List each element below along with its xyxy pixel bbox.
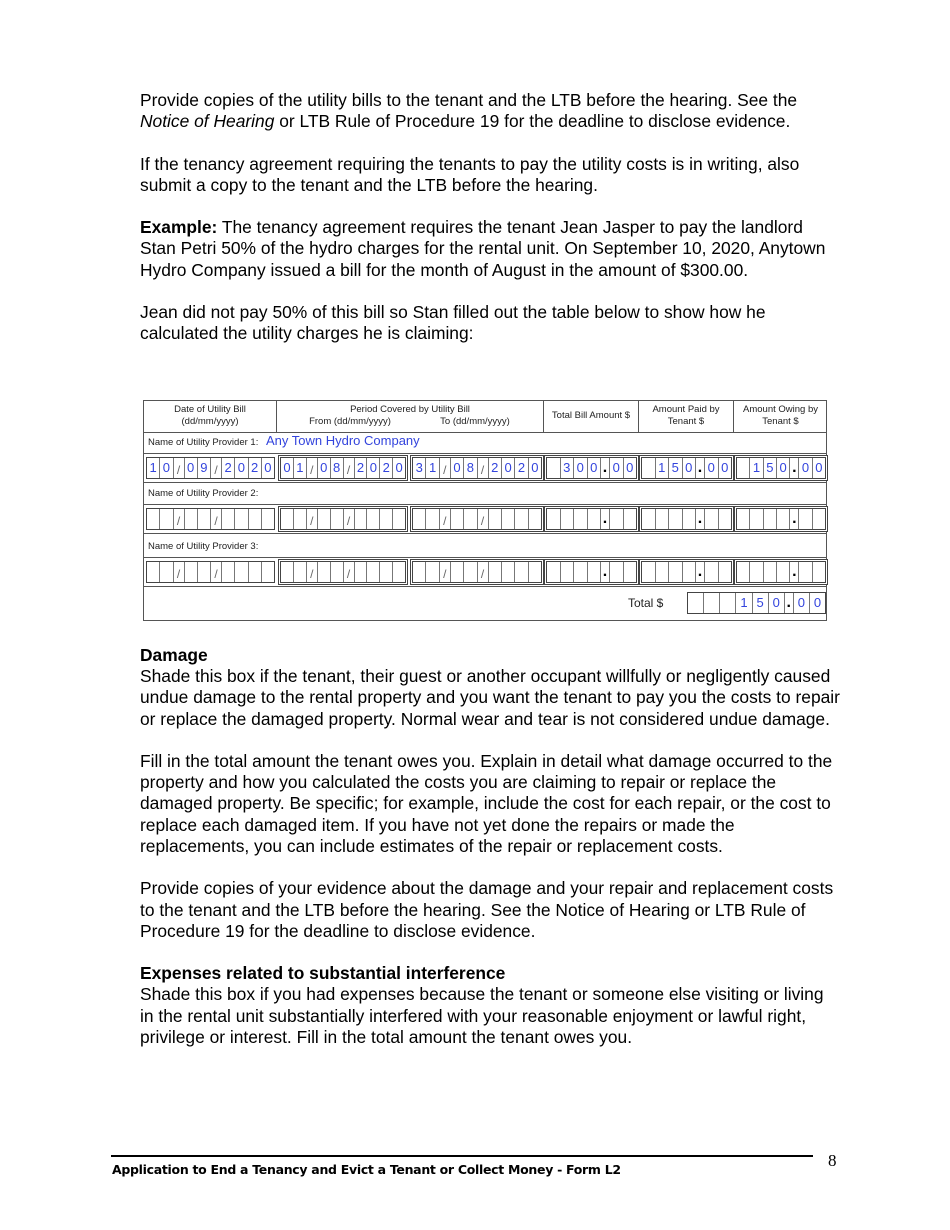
digit-cell	[318, 509, 331, 529]
amount-paid-field	[641, 508, 732, 530]
digit-cell	[737, 562, 750, 582]
digit-cell	[683, 562, 697, 582]
digit-cell	[588, 509, 602, 529]
damage-paragraph-3: Provide copies of your evidence about the damage and your repair and replacement costs to the tenant and the LTB before the hearing. See the Notice of Hearing or LTB Rule of Procedure 19 for the deadline to disclose evidence.	[140, 878, 834, 941]
digit-cell	[262, 562, 274, 582]
digit-cell: 1	[426, 458, 439, 478]
total-bill-field	[546, 508, 637, 530]
digit-cell: 0	[683, 458, 697, 478]
page-body	[140, 90, 840, 345]
date-separator: /	[478, 562, 489, 582]
digit-cell	[705, 562, 719, 582]
digit-cell	[642, 458, 656, 478]
date-separator: /	[344, 458, 355, 478]
digit-cell	[561, 562, 575, 582]
digit-cell	[393, 509, 405, 529]
digit-cell	[720, 593, 736, 613]
provider-1-entry-row	[144, 454, 826, 483]
digit-cell: 0	[815, 460, 823, 475]
digit-cell	[147, 509, 160, 529]
date-separator: /	[344, 562, 355, 582]
example-label: Example:	[140, 217, 218, 238]
bill-date-field	[146, 508, 275, 530]
date-separator: /	[174, 458, 185, 478]
decimal-point: .	[790, 562, 799, 582]
date-separator: /	[478, 458, 489, 478]
digit-cell: 3	[413, 458, 426, 478]
digit-cell: 1	[147, 458, 160, 478]
amount-paid-field	[641, 457, 732, 479]
digit-cell: 2	[380, 458, 393, 478]
digit-cell: 0	[626, 460, 634, 475]
date-separator: /	[440, 458, 451, 478]
digit-cell	[683, 509, 697, 529]
digit-cell	[318, 562, 331, 582]
digit-cell	[574, 562, 588, 582]
amount-paid-field	[641, 561, 732, 583]
digit-cell: 5	[764, 458, 777, 478]
digit-cell	[185, 509, 198, 529]
digit-cell	[737, 509, 750, 529]
header-date-of-bill: Date of Utility Bill (dd/mm/yyyy)	[144, 401, 277, 432]
digit-cell: 1	[294, 458, 307, 478]
digit-cell	[451, 509, 464, 529]
digit-cell	[737, 458, 750, 478]
digit-cell: 0	[588, 458, 602, 478]
digit-cell	[764, 562, 777, 582]
date-separator: /	[307, 458, 318, 478]
digit-cell: 9	[198, 458, 211, 478]
digit-cell	[642, 562, 656, 582]
interference-heading: Expenses related to substantial interference	[140, 963, 506, 984]
digit-cell	[799, 562, 812, 582]
digit-cell	[222, 562, 235, 582]
provider-1-row	[144, 432, 826, 454]
date-separator: /	[211, 509, 222, 529]
page-number: 8	[828, 1151, 837, 1170]
decimal-point: .	[601, 562, 610, 582]
digit-cell	[380, 562, 393, 582]
digit-cell	[547, 562, 561, 582]
digit-cell: 0	[318, 458, 331, 478]
amount-owing-field	[736, 508, 826, 530]
digit-cell	[160, 509, 173, 529]
digit-cell	[669, 562, 683, 582]
digit-cell	[561, 509, 575, 529]
provider-2-entry-row	[144, 505, 826, 534]
utility-example-table	[143, 400, 827, 621]
digit-cell	[249, 509, 262, 529]
digit-cell: 0	[160, 458, 173, 478]
provider-2-label: Name of Utility Provider 2:	[148, 488, 259, 499]
digit-cell	[464, 509, 477, 529]
digit-cell: 0	[705, 458, 719, 478]
date-separator: /	[344, 509, 355, 529]
date-separator: /	[174, 509, 185, 529]
provider-1-name: Any Town Hydro Company	[266, 433, 420, 448]
digit-cell	[489, 509, 502, 529]
decimal-point: .	[790, 458, 799, 478]
date-separator: /	[440, 562, 451, 582]
bill-date-field	[146, 561, 275, 583]
digit-cell	[413, 562, 426, 582]
provider-1-label: Name of Utility Provider 1:	[148, 437, 259, 448]
digit-cell	[547, 509, 561, 529]
digit-cell	[624, 509, 637, 529]
digit-cell	[574, 509, 588, 529]
interference-paragraph: Shade this box if you had expenses because the tenant or someone else visiting or living in the rental unit substantially interfered with your reasonable enjoyment or lawful right, privilege or interest. Fill in the total amount the tenant owes you.	[140, 984, 824, 1047]
digit-cell: 1	[656, 458, 670, 478]
to-date-field	[412, 457, 542, 479]
digit-cell	[198, 509, 211, 529]
digit-cell	[529, 562, 541, 582]
date-separator: /	[211, 562, 222, 582]
from-date-field	[280, 457, 406, 479]
digit-cell: 2	[489, 458, 502, 478]
digit-cell: 8	[331, 458, 344, 478]
digit-cell	[777, 509, 790, 529]
total-bill-field	[546, 561, 637, 583]
decimal-point: .	[785, 593, 794, 613]
decimal-point: .	[601, 458, 610, 478]
digit-cell	[367, 509, 380, 529]
digit-cell	[331, 562, 344, 582]
digit-cell	[262, 509, 274, 529]
date-separator: /	[307, 509, 318, 529]
digit-cell: 0	[395, 460, 403, 475]
date-separator: /	[478, 509, 489, 529]
digit-cell	[750, 509, 763, 529]
digit-cell	[688, 593, 704, 613]
digit-cell	[610, 509, 624, 529]
digit-cell	[294, 562, 307, 582]
digit-cell	[367, 562, 380, 582]
digit-cell	[451, 562, 464, 582]
digit-cell: 8	[464, 458, 477, 478]
amount-owing-field	[736, 457, 826, 479]
table-header	[144, 401, 826, 433]
total-row	[144, 589, 826, 620]
digit-cell	[502, 562, 515, 582]
digit-cell	[235, 562, 248, 582]
from-date-field	[280, 561, 406, 583]
digit-cell	[719, 562, 732, 582]
digit-cell: 5	[753, 593, 769, 613]
digit-cell	[515, 562, 528, 582]
digit-cell: 0	[235, 458, 248, 478]
digit-cell	[426, 562, 439, 582]
header-amount-owing: Amount Owing by Tenant $	[743, 404, 818, 427]
digit-cell: 0	[777, 458, 790, 478]
digit-cell: 0	[799, 458, 812, 478]
digit-cell	[624, 562, 637, 582]
provider-3-label: Name of Utility Provider 3:	[148, 541, 259, 552]
digit-cell	[656, 509, 670, 529]
digit-cell: 0	[610, 458, 624, 478]
digit-cell	[588, 562, 602, 582]
to-date-field	[412, 508, 542, 530]
digit-cell	[249, 562, 262, 582]
digit-cell	[198, 562, 211, 582]
digit-cell: 0	[794, 593, 810, 613]
digit-cell: 0	[451, 458, 464, 478]
provider-3-row	[144, 536, 826, 558]
digit-cell	[413, 509, 426, 529]
digit-cell	[147, 562, 160, 582]
digit-cell: 0	[367, 458, 380, 478]
bill-date-field	[146, 457, 275, 479]
digit-cell: 0	[281, 458, 294, 478]
intro-paragraph-1: Provide copies of the utility bills to the tenant and the LTB before the hearing. See the Notice of Hearing or LTB Rule of Procedure 19 for the deadline to disclose evidence.	[140, 90, 798, 132]
total-amount-field	[687, 592, 826, 614]
digit-cell	[764, 509, 777, 529]
digit-cell	[331, 509, 344, 529]
digit-cell	[750, 562, 763, 582]
digit-cell: 0	[502, 458, 515, 478]
date-separator: /	[211, 458, 222, 478]
digit-cell	[235, 509, 248, 529]
date-separator: /	[307, 562, 318, 582]
provider-3-entry-row	[144, 558, 826, 587]
notice-of-hearing-italic: Notice of Hearing	[140, 111, 275, 132]
damage-paragraph-1: Shade this box if the tenant, their guest or another occupant willfully or negligently caused undue damage to the rental property and you want the tenant to pay you the costs to repair or replace the damaged property. Normal wear and tear is not considered undue damage.	[140, 666, 840, 729]
decimal-point: .	[696, 562, 705, 582]
damage-paragraph-2: Fill in the total amount the tenant owes you. Explain in detail what damage occurred to the property and how you calculated the costs you are claiming to repair or replace the damaged property. Be specific; for example, include the cost for each repair, or the cost to replace each damaged item. If you have not yet done the repairs or made the replacements, you can include estimates of the repair or replacement costs.	[140, 750, 833, 857]
digit-cell: 2	[355, 458, 368, 478]
digit-cell: 0	[721, 460, 729, 475]
digit-cell	[705, 509, 719, 529]
digit-cell	[355, 509, 368, 529]
digit-cell	[719, 509, 732, 529]
digit-cell	[669, 509, 683, 529]
example-paragraph: Example: The tenancy agreement requires the tenant Jean Jasper to pay the landlord Stan Petri 50% of the hydro charges for the rental unit. On September 10, 2020, Anytown Hydro Company issued a bill for the month of August in the amount of $300.00.	[140, 217, 826, 280]
header-period: Period Covered by Utility Bill From (dd/mm/yyyy) To (dd/mm/yyyy)	[277, 401, 544, 432]
digit-cell: 2	[249, 458, 262, 478]
digit-cell: 2	[515, 458, 528, 478]
digit-cell	[547, 458, 561, 478]
to-date-field	[412, 561, 542, 583]
digit-cell	[464, 562, 477, 582]
decimal-point: .	[601, 509, 610, 529]
decimal-point: .	[790, 509, 799, 529]
digit-cell: 0	[531, 460, 539, 475]
digit-cell: 0	[574, 458, 588, 478]
digit-cell	[656, 562, 670, 582]
header-total-bill: Total Bill Amount $	[544, 401, 639, 432]
digit-cell	[355, 562, 368, 582]
date-separator: /	[440, 509, 451, 529]
digit-cell	[281, 562, 294, 582]
date-separator: /	[174, 562, 185, 582]
digit-cell	[294, 509, 307, 529]
digit-cell	[502, 509, 515, 529]
digit-cell: 3	[561, 458, 575, 478]
digit-cell	[813, 562, 825, 582]
amount-owing-field	[736, 561, 826, 583]
intro-paragraph-4: Jean did not pay 50% of this bill so Stan filled out the table below to show how he calculated the utility charges he is claiming:	[140, 302, 766, 344]
digit-cell	[185, 562, 198, 582]
footer-form-title: Application to End a Tenancy and Evict a Tenant or Collect Money - Form L2	[112, 1162, 621, 1177]
digit-cell	[777, 562, 790, 582]
decimal-point: .	[696, 458, 705, 478]
digit-cell	[813, 509, 825, 529]
digit-cell	[393, 562, 405, 582]
digit-cell	[281, 509, 294, 529]
digit-cell	[515, 509, 528, 529]
digit-cell	[642, 509, 656, 529]
digit-cell	[426, 509, 439, 529]
digit-cell: 5	[669, 458, 683, 478]
digit-cell	[489, 562, 502, 582]
digit-cell: 0	[813, 595, 822, 610]
digit-cell: 0	[185, 458, 198, 478]
intro-paragraph-2: If the tenancy agreement requiring the tenants to pay the utility costs is in writing, also submit a copy to the tenant and the LTB before the hearing.	[140, 153, 800, 195]
digit-cell	[799, 509, 812, 529]
digit-cell: 2	[222, 458, 235, 478]
digit-cell: 1	[736, 593, 752, 613]
digit-cell: 0	[769, 593, 785, 613]
damage-heading: Damage	[140, 645, 208, 665]
decimal-point: .	[696, 509, 705, 529]
from-date-field	[280, 508, 406, 530]
digit-cell: 0	[264, 460, 272, 475]
total-bill-field	[546, 457, 637, 479]
digit-cell	[380, 509, 393, 529]
digit-cell	[704, 593, 720, 613]
damage-section	[140, 645, 840, 1048]
footer-divider	[111, 1155, 813, 1157]
digit-cell: 1	[750, 458, 763, 478]
digit-cell	[529, 509, 541, 529]
digit-cell	[610, 562, 624, 582]
header-amount-paid: Amount Paid by Tenant $	[639, 401, 734, 432]
provider-2-row	[144, 483, 826, 505]
total-label: Total $	[628, 596, 664, 610]
digit-cell	[160, 562, 173, 582]
digit-cell	[222, 509, 235, 529]
